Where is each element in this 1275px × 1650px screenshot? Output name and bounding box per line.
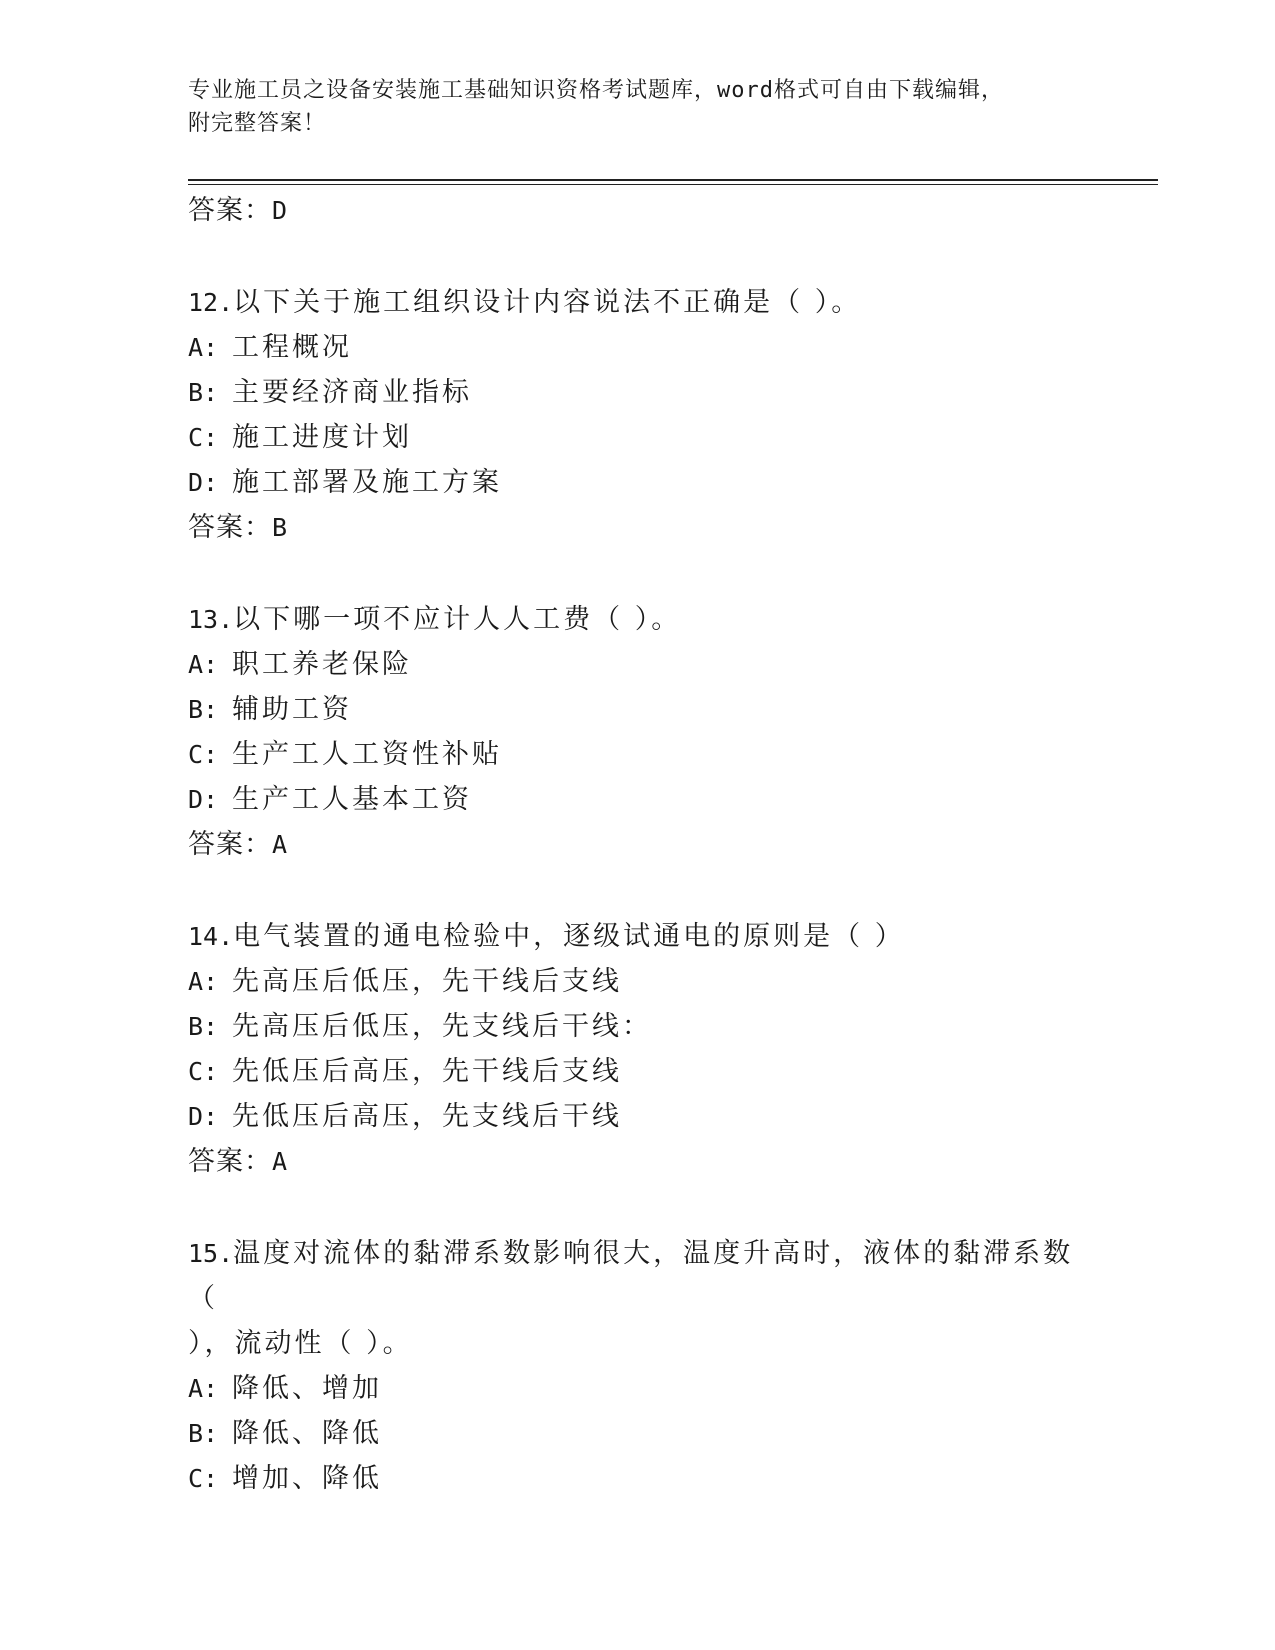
question-list — [188, 188, 1088, 1501]
question-number: 15. — [188, 1239, 234, 1268]
option-d — [188, 1094, 1088, 1139]
option-b — [188, 687, 1088, 732]
header-line-2: 附完整答案！ — [188, 111, 327, 136]
option-key: B: — [188, 695, 219, 724]
answer-value: A — [272, 830, 289, 859]
answer-label: 答案： — [188, 1146, 272, 1177]
option-key: D: — [188, 1102, 219, 1131]
option-text: 辅助工资 — [232, 694, 352, 725]
option-text: 生产工人工资性补贴 — [232, 739, 502, 770]
option-key: A: — [188, 1374, 219, 1403]
option-key: D: — [188, 468, 219, 497]
option-text: 降低、降低 — [232, 1418, 382, 1449]
option-c — [188, 1049, 1088, 1094]
answer-value: B — [272, 513, 289, 542]
question-text-line-2: ），流动性（ ）。 — [188, 1328, 413, 1359]
option-key: C: — [188, 423, 219, 452]
answer-label: 答案： — [188, 512, 272, 543]
option-text: 增加、降低 — [232, 1463, 382, 1494]
option-c — [188, 732, 1088, 777]
question-stem-continued — [188, 1321, 1088, 1366]
option-key: C: — [188, 1464, 219, 1493]
question-stem — [188, 1231, 1088, 1321]
option-text: 施工进度计划 — [232, 422, 412, 453]
option-a — [188, 1366, 1088, 1411]
option-a — [188, 325, 1088, 370]
option-text: 先高压后低压，先支线后干线： — [232, 1011, 652, 1042]
option-key: A: — [188, 650, 219, 679]
question-stem — [188, 597, 1088, 642]
option-c — [188, 415, 1088, 460]
answer-label: 答案： — [188, 829, 272, 860]
option-key: A: — [188, 967, 219, 996]
option-text: 施工部署及施工方案 — [232, 467, 502, 498]
question-number: 14. — [188, 922, 234, 951]
previous-answer — [188, 188, 1088, 234]
question-text: 电气装置的通电检验中，逐级试通电的原则是（ ） — [233, 921, 905, 952]
answer-value: A — [272, 1147, 289, 1176]
option-key: B: — [188, 1419, 219, 1448]
question-text: 以下哪一项不应计人人工费（ ）。 — [233, 604, 682, 635]
question-14 — [188, 914, 1088, 1185]
option-key: A: — [188, 333, 219, 362]
answer-value: D — [272, 196, 289, 225]
option-text: 先低压后高压，先干线后支线 — [232, 1056, 622, 1087]
question-13 — [188, 597, 1088, 868]
option-a — [188, 642, 1088, 687]
option-a — [188, 959, 1088, 1004]
option-b — [188, 1004, 1088, 1049]
question-stem — [188, 914, 1088, 959]
option-text: 工程概况 — [232, 332, 352, 363]
question-15 — [188, 1231, 1088, 1501]
option-text: 主要经济商业指标 — [232, 377, 472, 408]
question-answer — [188, 822, 1088, 868]
question-answer — [188, 505, 1088, 551]
question-text-line-1: 温度对流体的黏滞系数影响很大，温度升高时，液体的黏滞系数（ — [188, 1238, 1074, 1314]
option-key: D: — [188, 785, 219, 814]
question-answer — [188, 1139, 1088, 1185]
option-text: 先低压后高压，先支线后干线 — [232, 1101, 622, 1132]
option-b — [188, 1411, 1088, 1456]
question-number: 12. — [188, 288, 234, 317]
question-stem — [188, 280, 1088, 325]
option-d — [188, 777, 1088, 822]
option-key: C: — [188, 740, 219, 769]
option-c — [188, 1456, 1088, 1501]
option-text: 先高压后低压，先干线后支线 — [232, 966, 622, 997]
option-d — [188, 460, 1088, 505]
header-divider-thin — [188, 184, 1158, 185]
option-key: B: — [188, 378, 219, 407]
answer-label: 答案： — [188, 195, 272, 226]
question-number: 13. — [188, 605, 234, 634]
question-text: 以下关于施工组织设计内容说法不正确是（ ）。 — [233, 287, 862, 318]
option-key: B: — [188, 1012, 219, 1041]
option-key: C: — [188, 1057, 219, 1086]
header-line-1: 专业施工员之设备安装施工基础知识资格考试题库，word格式可自由下载编辑， — [188, 78, 1004, 103]
document-header — [188, 74, 1068, 140]
option-text: 降低、增加 — [232, 1373, 382, 1404]
option-b — [188, 370, 1088, 415]
option-text: 职工养老保险 — [232, 649, 412, 680]
option-text: 生产工人基本工资 — [232, 784, 472, 815]
header-divider-thick — [188, 179, 1158, 181]
question-12 — [188, 280, 1088, 551]
